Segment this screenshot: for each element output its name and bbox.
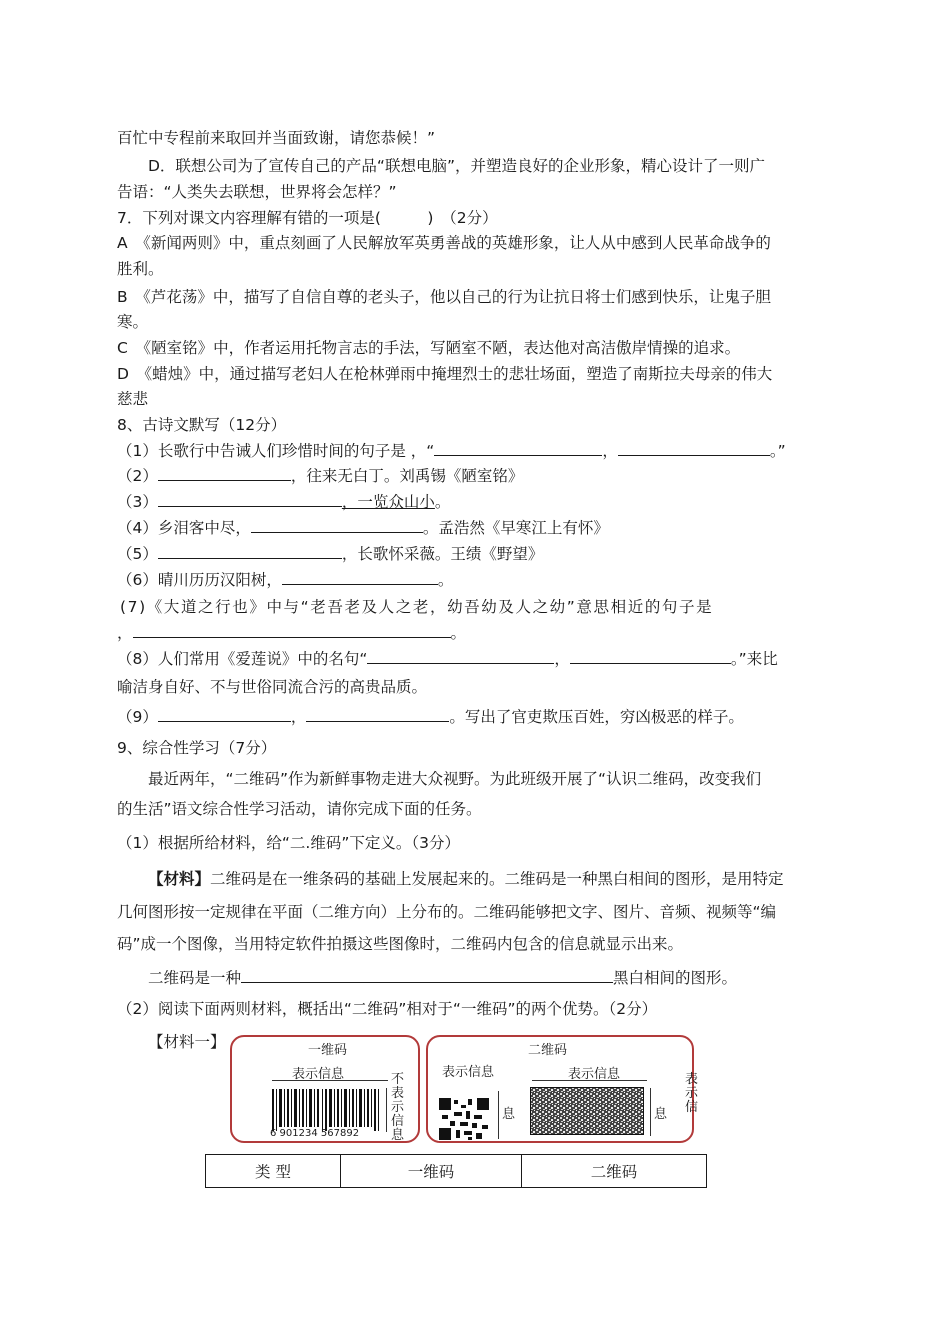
text-line: 百忙中专程前来取回并当面致谢，请您恭候！” [117,129,436,147]
q9-intro-line1: 最近两年，“二维码”作为新鲜事物走进大众视野。为此班级开展了“认识二维码，改变我们 [148,770,762,788]
barcode-info-label: 表示信息 [292,1067,345,1082]
material-label: 【材料】 [148,870,211,888]
q8-9-num: （9） [117,708,158,726]
q7-option-b: B 《芦花荡》中，描写了自信自尊的老头子，他以自己的行为让抗日将士们感到快乐，让鬼子胆 [117,288,771,306]
question-7: 7．下列对课文内容理解有错的一项是( ) （2分） [117,209,498,227]
q8-item-6 [117,570,453,590]
q8-9-sep: ， [290,708,307,726]
table-header-2d: 二维码 [522,1155,707,1188]
q8-2-num: （2） [117,467,158,485]
q7-option-c: C 《陋室铭》中，作者运用托物言志的手法，写陋室不陋，表达他对高洁傲岸情操的追求。 [117,339,741,357]
answer-blank[interactable] [241,968,613,983]
qr-code-image [438,1097,490,1141]
arrow-line [386,1088,387,1132]
q8-7-sep: ， [117,624,133,642]
q8-item-1 [117,441,786,461]
answer-blank[interactable] [367,649,554,664]
arrow-line [272,1080,388,1081]
datamatrix-side-label: 息 [654,1107,668,1122]
definition-line [148,968,737,988]
arrow-line [532,1080,647,1081]
q8-item-5 [117,544,543,564]
answer-blank[interactable] [158,492,342,507]
answer-blank[interactable] [251,518,423,533]
material-line2: 几何图形按一定规律在平面（二维方向）上分布的。二维码能够把文字、图片、音频、视频等“编 [117,903,777,921]
q8-item-9 [117,707,744,727]
answer-blank[interactable] [570,649,731,664]
right-side-label: 表示信 [685,1072,699,1115]
material-line3: 码”成一个图像，当用特定软件拍摄这些图像时，二维码内包含的信息就显示出来。 [117,935,684,953]
datamatrix-info-label: 表示信息 [568,1067,621,1082]
q8-6-end: 。 [437,571,454,589]
q9-intro-line2: 的生活”语文综合性学习活动，请你完成下面的任务。 [117,800,482,818]
q8-3-end: 。 [434,493,451,511]
q8-item-2 [117,466,523,486]
q7-option-d-cont: 慈悲 [117,390,149,408]
answer-blank[interactable] [434,441,602,456]
option-d-line1: D．联想公司为了宣传自己的产品“联想电脑”，并塑造良好的企业形象，精心设计了一则广 [148,157,765,175]
q8-5-num: （5） [117,545,158,563]
q7-option-b-cont: 寒。 [117,313,149,331]
qr-side-label: 息 [502,1107,516,1122]
q8-7-end: 。 [450,624,467,642]
arrow-line [650,1088,651,1136]
qrcode-title: 二维码 [528,1043,568,1058]
q8-6-prompt: （6）晴川历历汉阳树， [117,571,282,589]
q8-item-8-cont: 喻洁身自好、不与世俗同流合污的高贵品质。 [117,678,428,696]
barcode-title: 一维码 [308,1043,348,1058]
barcode-digits: 6 901234 567892 [270,1128,360,1139]
q8-3-text: ，一览众山小 [341,493,435,511]
q8-1-end: 。” [769,442,786,460]
q8-4-text: 。孟浩然《早寒江上有怀》 [422,519,609,537]
answer-blank[interactable] [618,441,770,456]
question-9: 9、综合性学习（7分） [117,739,277,757]
barcode-comparison-figure [230,1033,705,1143]
q8-4-prompt: （4）乡泪客中尽， [117,519,251,537]
q8-1-prompt: （1）长歌行中告诫人们珍惜时间的句子是 ，“ [117,442,435,460]
material-one-label: 【材料一】 [148,1033,226,1051]
q9-task-1: （1）根据所给材料，给“二.维码”下定义。（3分） [117,834,460,852]
answer-blank[interactable] [158,544,342,559]
table-header-1d: 一维码 [341,1155,522,1188]
table-row [206,1155,707,1188]
answer-blank[interactable] [133,623,451,638]
answer-blank[interactable] [158,466,291,481]
q8-3-num: （3） [117,493,158,511]
qr-info-label: 表示信息 [442,1065,495,1080]
comparison-table [205,1154,707,1188]
q8-item-3 [117,492,450,512]
question-8: 8、古诗文默写（12分） [117,416,287,434]
barcode-image [272,1089,382,1131]
datamatrix-image [530,1087,644,1135]
answer-blank[interactable] [282,570,438,585]
material-line1 [148,869,784,889]
answer-blank[interactable] [306,707,449,722]
q9-task-2: （2）阅读下面两则材料，概括出“二维码”相对于“一维码”的两个优势。（2分） [117,1000,658,1018]
barcode-side-label: 不表示信息 [391,1072,405,1143]
table-header-type: 类 型 [206,1155,341,1188]
q8-2-text: ，往来无白丁。刘禹锡《陋室铭》 [290,467,524,485]
material-text: 二维码是在一维条码的基础上发展起来的。二维码是一种黑白相间的图形，是用特定 [210,870,784,888]
q7-option-d: D 《蜡烛》中，通过描写老妇人在枪林弹雨中掩埋烈士的悲壮场面，塑造了南斯拉夫母亲的伟大 [117,365,773,383]
option-d-line2: 告语：“人类失去联想，世界将会怎样？” [117,183,397,201]
q8-item-7: (7)《大道之行也》中与“老吾老及人之老，幼吾幼及人之幼”意思相近的句子是 [120,598,714,616]
q8-8-end: 。”来比 [730,650,778,668]
q8-1-sep: ， [602,442,618,460]
q7-option-a-cont: 胜利。 [117,260,164,278]
definition-end: 黑白相间的图形。 [613,969,738,987]
q8-5-text: ，长歌怀采薇。王绩《野望》 [341,545,544,563]
q8-item-7-answer [117,623,466,643]
q8-item-4 [117,518,609,538]
q8-item-8 [117,649,778,669]
definition-prompt: 二维码是一种 [148,969,242,987]
arrow-line [498,1091,499,1139]
q8-8-prompt: （8）人们常用《爱莲说》中的名句“ [117,650,368,668]
q8-9-text: 。写出了官吏欺压百姓，穷凶极恶的样子。 [449,708,744,726]
q8-8-sep: ， [554,650,570,668]
answer-blank[interactable] [158,707,291,722]
q7-option-a: A 《新闻两则》中，重点刻画了人民解放军英勇善战的英雄形象，让人从中感到人民革命战争的 [117,234,771,252]
